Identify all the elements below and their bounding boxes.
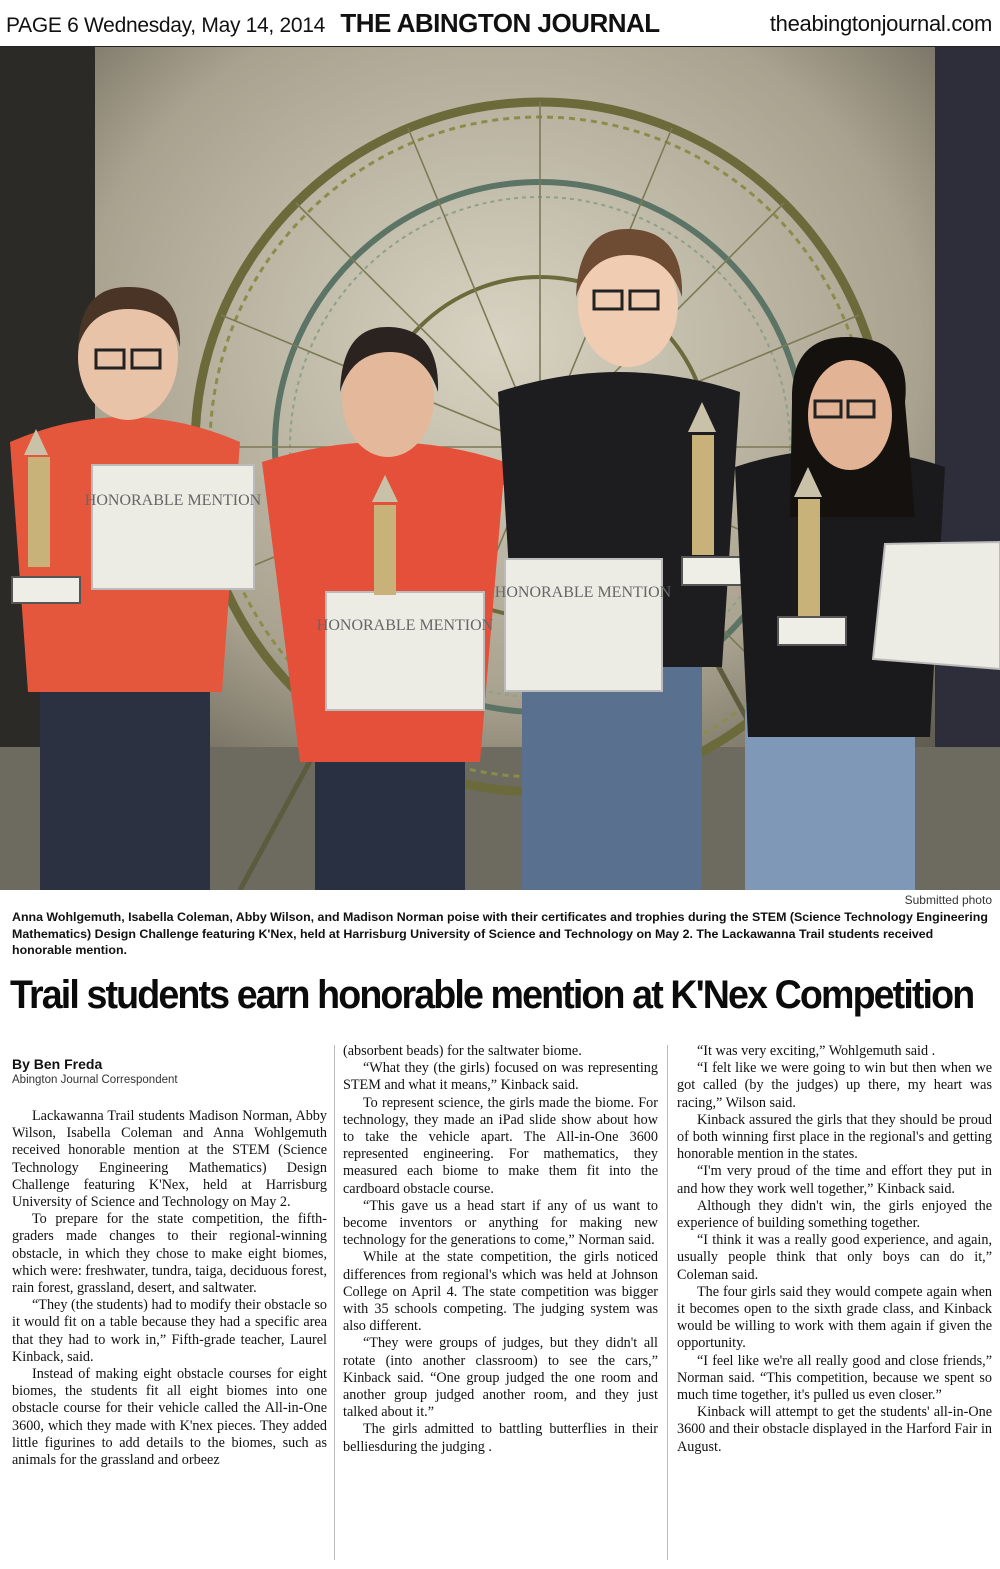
article-headline: Trail students earn honorable mention at K'Nex Competition	[10, 973, 974, 1017]
paragraph: “I felt like we were going to win but then when we got called (by the judges) up there, my heart was racing,” Wilson said.	[677, 1060, 992, 1111]
article-photo	[0, 47, 1000, 890]
paragraph: “What they (the girls) focused on was representing STEM and what it means,” Kinback said.	[343, 1060, 658, 1094]
article-column-3	[677, 1043, 992, 1456]
certificate-label: HONORABLE MENTION	[494, 584, 672, 601]
paragraph: “This gave us a head start if any of us want to become inventors or anything for making new technology for the generations to come,” Norman said.	[343, 1197, 658, 1249]
paragraph: To represent science, the girls made the biome. For technology, they made an iPad slide show about how to take the vehicle apart. The All-in-One 3600 represented engineering. For mathematics, they measured each biome to make them fit into the cardboard obstacle course.	[343, 1094, 658, 1197]
paragraph: Although they didn't win, the girls enjoyed the experience of building something together.	[677, 1197, 992, 1232]
paragraph: To prepare for the state competition, the fifth-graders made changes to their regional-winning obstacle, in which they chose to make eight biomes, which were: freshwater, tundra, taiga, deciduous forest, rain forest, grassland, desert, and saltwater.	[12, 1211, 327, 1297]
author-role: Abington Journal Correspondent	[12, 1074, 178, 1086]
photo-caption: Anna Wohlgemuth, Isabella Coleman, Abby Wilson, and Madison Norman poise with their certificates and trophies during the STEM (Science Technology Engineering Mathematics) Design Challenge featuring K'Nex, held at Harrisburg University of Science and Technology on May 2. The Lackawanna Trail students received honorable mention.	[12, 910, 988, 957]
column-divider	[667, 1045, 668, 1560]
byline	[12, 1056, 178, 1086]
photo-credit: Submitted photo	[904, 893, 992, 907]
column-divider	[334, 1045, 335, 1560]
website-link[interactable]: theabingtonjournal.com	[769, 11, 992, 36]
paragraph: “They were groups of judges, but they didn't all rotate (into another classroom) to see the cars,” Kinback said. “One group judged the one room and another group judged another room, and they just talked about it.”	[343, 1335, 658, 1421]
article-column-1	[12, 1108, 327, 1469]
paragraph: The four girls said they would compete again when it becomes open to the sixth grade class, and Kinback would be willing to work with them again if given the opportunity.	[677, 1283, 992, 1352]
paragraph: “I think it was a really good experience, and again, usually people think that only boys can do it,” Coleman said.	[677, 1232, 992, 1283]
masthead	[0, 0, 1000, 48]
certificate-label: HONORABLE MENTION	[84, 492, 262, 509]
paragraph-continued: (absorbent beads) for the saltwater biome.	[343, 1043, 582, 1059]
paragraph: Kinback will attempt to get the students' all-in-One 3600 and their obstacle displayed in the Harford Fair in August.	[677, 1404, 992, 1455]
certificate-label: HONORABLE MENTION	[316, 617, 494, 634]
paragraph: “They (the students) had to modify their obstacle so it would fit on a table because they had a specific area that they had to work in,” Fifth-grade teacher, Laurel Kinback, said.	[12, 1297, 327, 1365]
author-name: By Ben Freda	[12, 1056, 103, 1072]
paragraph: Instead of making eight obstacle courses for eight biomes, the students fit all eight biomes into one obstacle course for their vehicle called the All-in-One 3600, which they made with K'nex pieces. They added little figurines to add details to the biomes, such as animals for the grassland and orbeez	[12, 1366, 327, 1469]
paragraph: Lackawanna Trail students Madison Norman, Abby Wilson, Isabella Coleman and Anna Wohlgemuth received honorable mention at the STEM (Science Technology Engineering Mathematics) Design Challenge featuring K'Nex, held at Harrisburg University of Science and Technology on May 2.	[12, 1108, 327, 1211]
paragraph: “It was very exciting,” Wohlgemuth said .	[697, 1043, 936, 1059]
paper-name: THE ABINGTON JOURNAL	[340, 8, 660, 38]
page-date: PAGE 6 Wednesday, May 14, 2014	[6, 14, 326, 37]
paragraph: The girls admitted to battling butterflies in their belliesduring the judging .	[343, 1421, 658, 1455]
paragraph: “I feel like we're all really good and close friends,” Norman said. “This competition, because we spent so much time together, it's pulled us even closer.”	[677, 1352, 992, 1404]
paragraph: Kinback assured the girls that they should be proud of both winning first place in the regional's and getting honorable mention in the states.	[677, 1111, 992, 1163]
paragraph: While at the state competition, the girls noticed differences from regional's which was held at Johnson College on April 4. The state competition was bigger with 35 schools competing. The judging system was also different.	[343, 1249, 658, 1335]
paragraph: “I'm very proud of the time and effort they put in and how they work well together,” Kinback said.	[677, 1163, 992, 1197]
article-column-2	[343, 1043, 658, 1456]
